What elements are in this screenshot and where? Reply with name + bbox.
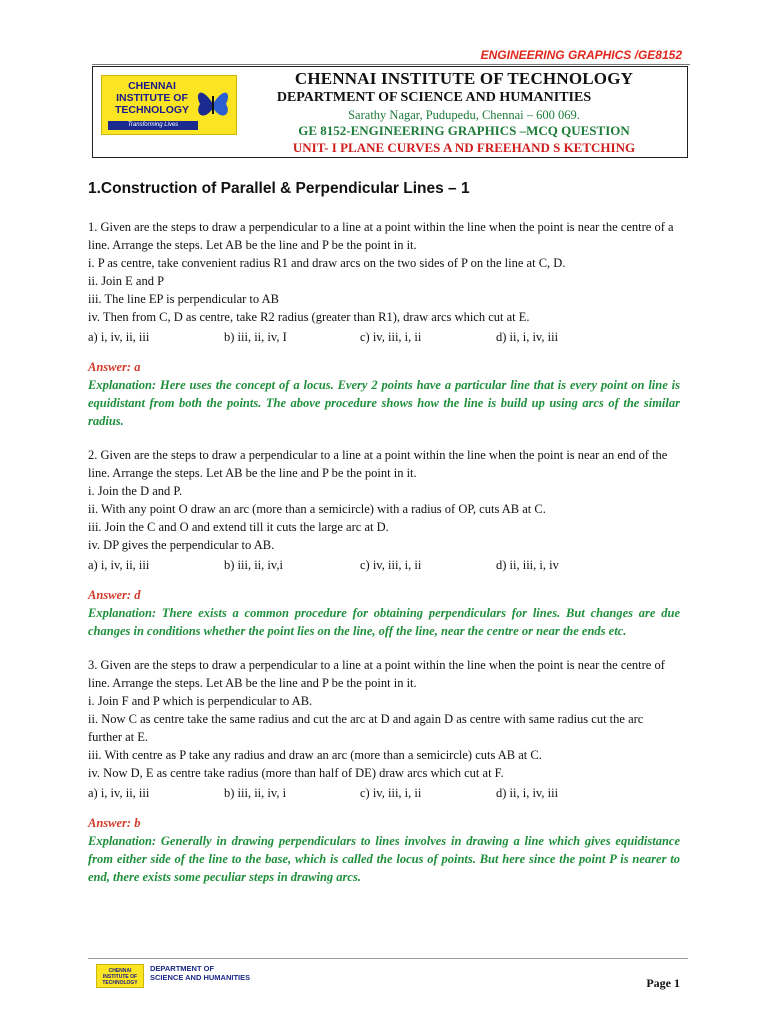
course-tag: ENGINEERING GRAPHICS /GE8152 <box>480 48 682 62</box>
answer-options <box>88 556 680 574</box>
answer-label: Answer: a <box>88 360 141 374</box>
answer-options <box>88 328 680 346</box>
option-a: a) i, iv, ii, iii <box>88 558 150 572</box>
option-b: b) iii, ii, iv, i <box>224 786 287 800</box>
logo-line-1: CHENNAI <box>128 80 176 92</box>
question-step: ii. With any point O draw an arc (more than a semicircle) with a radius of OP, cuts AB at C. <box>88 502 546 516</box>
course-title: GE 8152-ENGINEERING GRAPHICS –MCQ QUESTION <box>298 123 630 138</box>
explanation-text: Explanation: Here uses the concept of a locus. Every 2 points have a particular line that is every point on line is equidistant from both the points. The above procedure shows how the line is build up using arcs of the similar radius. <box>88 378 680 428</box>
logo-wordmark <box>106 80 198 116</box>
option-c: c) iv, iii, i, ii <box>360 330 422 344</box>
question-step: iii. The line EP is perpendicular to AB <box>88 292 279 306</box>
institute-logo <box>101 75 237 135</box>
question-step: iii. With centre as P take any radius and draw an arc (more than a semicircle) cuts AB at C. <box>88 748 542 762</box>
footer-dept-line-2: SCIENCE AND HUMANITIES <box>150 973 251 982</box>
logo-line-3: TECHNOLOGY <box>114 104 190 116</box>
question-stem: 1. Given are the steps to draw a perpendicular to a line at a point within the line when the point is near the centre of a line. Arrange the steps. Let AB be the line and P be the point in it. <box>88 220 674 252</box>
question-step: iv. Now D, E as centre take radius (more than half of DE) draw arcs which cut at F. <box>88 766 504 780</box>
question-2 <box>88 446 680 640</box>
logo-tagline: Transforming Lives <box>108 121 198 130</box>
department-name: DEPARTMENT OF SCIENCE AND HUMANITIES <box>276 90 592 105</box>
option-d: d) ii, i, iv, iii <box>496 786 559 800</box>
question-step: iv. Then from C, D as centre, take R2 radius (greater than R1), draw arcs which cut at E. <box>88 310 530 324</box>
answer-label: Answer: d <box>88 588 141 602</box>
question-step: iv. DP gives the perpendicular to AB. <box>88 538 275 552</box>
option-a: a) i, iv, ii, iii <box>88 786 150 800</box>
butterfly-icon <box>194 82 232 128</box>
option-d: d) ii, i, iv, iii <box>496 330 559 344</box>
answer-label: Answer: b <box>88 816 141 830</box>
footer-department <box>150 964 290 982</box>
explanation-text: Explanation: Generally in drawing perpendiculars to lines involves in drawing a line which gives equidistance from either side of the line to the base, which is called the locus of points. But here since the point P is nearer to end, there exists some peculiar steps in drawing arcs. <box>88 834 680 884</box>
institute-title: CHENNAI INSTITUTE OF TECHNOLOGY <box>294 69 634 88</box>
question-3 <box>88 656 680 886</box>
question-step: i. Join the D and P. <box>88 484 183 498</box>
option-b: b) iii, ii, iv,i <box>224 558 283 572</box>
page-number: Page 1 <box>646 976 680 990</box>
header-text <box>245 69 683 157</box>
question-step: i. Join F and P which is perpendicular to AB. <box>88 694 313 708</box>
question-1 <box>88 218 680 430</box>
answer-options <box>88 784 680 802</box>
section-heading: 1.Construction of Parallel & Perpendicular Lines – 1 <box>88 180 470 197</box>
question-stem: 3. Given are the steps to draw a perpendicular to a line at a point within the line when the point is near the centre of line. Arrange the steps. Let AB be the line and P be the point in it. <box>88 658 665 690</box>
footer-divider <box>88 958 688 959</box>
explanation-text: Explanation: There exists a common procedure for obtaining perpendiculars for lines. But changes are due changes in conditions whether the point lies on the line, off the line, near the centre or near the ends etc. <box>88 606 680 638</box>
question-list <box>88 218 680 902</box>
option-c: c) iv, iii, i, ii <box>360 786 422 800</box>
question-step: i. P as centre, take convenient radius R1 and draw arcs on the two sides of P on the line at C, D. <box>88 256 566 270</box>
top-divider <box>92 64 690 65</box>
logo-line-2: INSTITUTE OF <box>116 92 188 104</box>
footer-dept-line-1: DEPARTMENT OF <box>150 964 215 973</box>
question-step: ii. Now C as centre take the same radius and cut the arc at D and again D as centre with same radius cut the arc further at E. <box>88 712 644 744</box>
question-step: iii. Join the C and O and extend till it cuts the large arc at D. <box>88 520 389 534</box>
option-d: d) ii, iii, i, iv <box>496 558 559 572</box>
institute-address: Sarathy Nagar, Pudupedu, Chennai – 600 069. <box>348 108 580 122</box>
option-b: b) iii, ii, iv, I <box>224 330 287 344</box>
footer-logo: CHENNAI INSTITUTE OF TECHNOLOGY <box>96 964 144 988</box>
option-c: c) iv, iii, i, ii <box>360 558 422 572</box>
unit-title: UNIT- I PLANE CURVES A ND FREEHAND S KETCHING <box>292 140 636 155</box>
institute-header <box>92 66 688 158</box>
question-stem: 2. Given are the steps to draw a perpendicular to a line at a point within the line when the point is near an end of the line. Arrange the steps. Let AB be the line and P be the point in it. <box>88 448 668 480</box>
option-a: a) i, iv, ii, iii <box>88 330 150 344</box>
question-step: ii. Join E and P <box>88 274 165 288</box>
